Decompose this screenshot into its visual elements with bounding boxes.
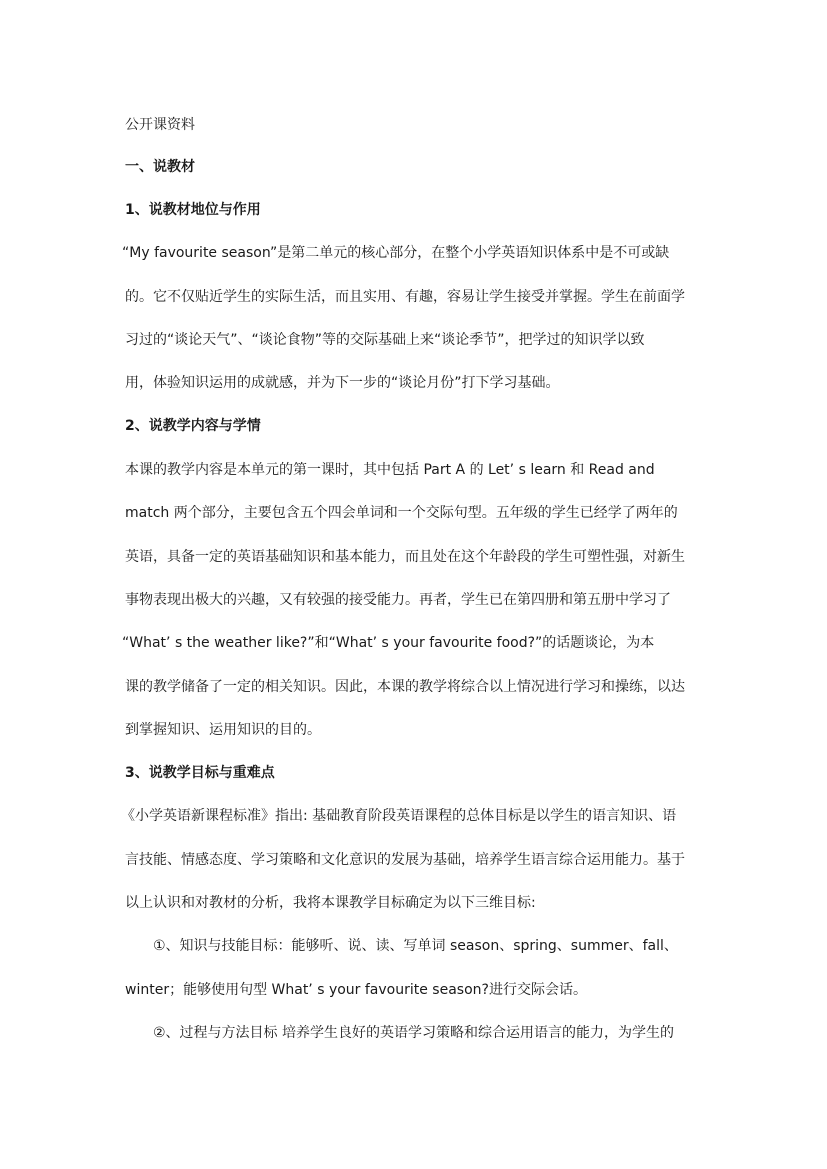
paragraph-line: 事物表现出极大的兴趣，又有较强的接受能力。再者，学生已在第四册和第五册中学习了	[125, 592, 671, 608]
objective-line: winter；能够使用句型 What’ s your favourite season?进行交际会话。	[125, 982, 587, 998]
objective-line: ①、知识与技能目标：能够听、说、读、写单词 season、spring、summer、fall、	[153, 938, 678, 954]
paragraph-line: 以上认识和对教材的分析，我将本课教学目标确定为以下三维目标:	[125, 895, 536, 911]
paragraph-line: “My favourite season”是第二单元的核心部分，在整个小学英语知识体系中是不可或缺	[122, 245, 670, 261]
paragraph-line: “What’ s the weather like?”和“What’ s your favourite food?”的话题谈论，为本	[122, 635, 655, 651]
paragraph-line: 言技能、情感态度、学习策略和文化意识的发展为基础，培养学生语言综合运用能力。基于	[125, 852, 685, 868]
section-title-1: 一、说教材	[125, 159, 195, 175]
subsection-title-1: 1、说教材地位与作用	[125, 202, 261, 218]
subsection-title-2: 2、说教学内容与学情	[125, 418, 261, 434]
paragraph-line: 课的教学储备了一定的相关知识。因此，本课的教学将综合以上情况进行学习和操练，以达	[125, 679, 685, 695]
paragraph-line: 本课的教学内容是本单元的第一课时，其中包括 Part A 的 Let’ s learn 和 Read and	[125, 462, 655, 478]
paragraph-line: 习过的“谈论天气”、“谈论食物”等的交际基础上来“谈论季节”，把学过的知识学以致	[125, 332, 645, 348]
paragraph-line: 的。它不仅贴近学生的实际生活，而且实用、有趣，容易让学生接受并掌握。学生在前面学	[125, 289, 685, 305]
paragraph-line: 到掌握知识、运用知识的目的。	[125, 722, 321, 738]
paragraph-line: 用，体验知识运用的成就感，并为下一步的“谈论月份”打下学习基础。	[125, 375, 560, 391]
paragraph-line: match 两个部分，主要包含五个四会单词和一个交际句型。五年级的学生已经学了两年的	[125, 505, 678, 521]
paragraph-line: 《小学英语新课程标准》指出: 基础教育阶段英语课程的总体目标是以学生的语言知识、语	[121, 808, 677, 824]
subsection-title-3: 3、说教学目标与重难点	[125, 765, 275, 781]
paragraph-line: 英语，具备一定的英语基础知识和基本能力，而且处在这个年龄段的学生可塑性强，对新生	[125, 549, 685, 565]
doc-header: 公开课资料	[125, 117, 195, 133]
objective-line: ②、过程与方法目标 培养学生良好的英语学习策略和综合运用语言的能力，为学生的	[153, 1025, 674, 1041]
